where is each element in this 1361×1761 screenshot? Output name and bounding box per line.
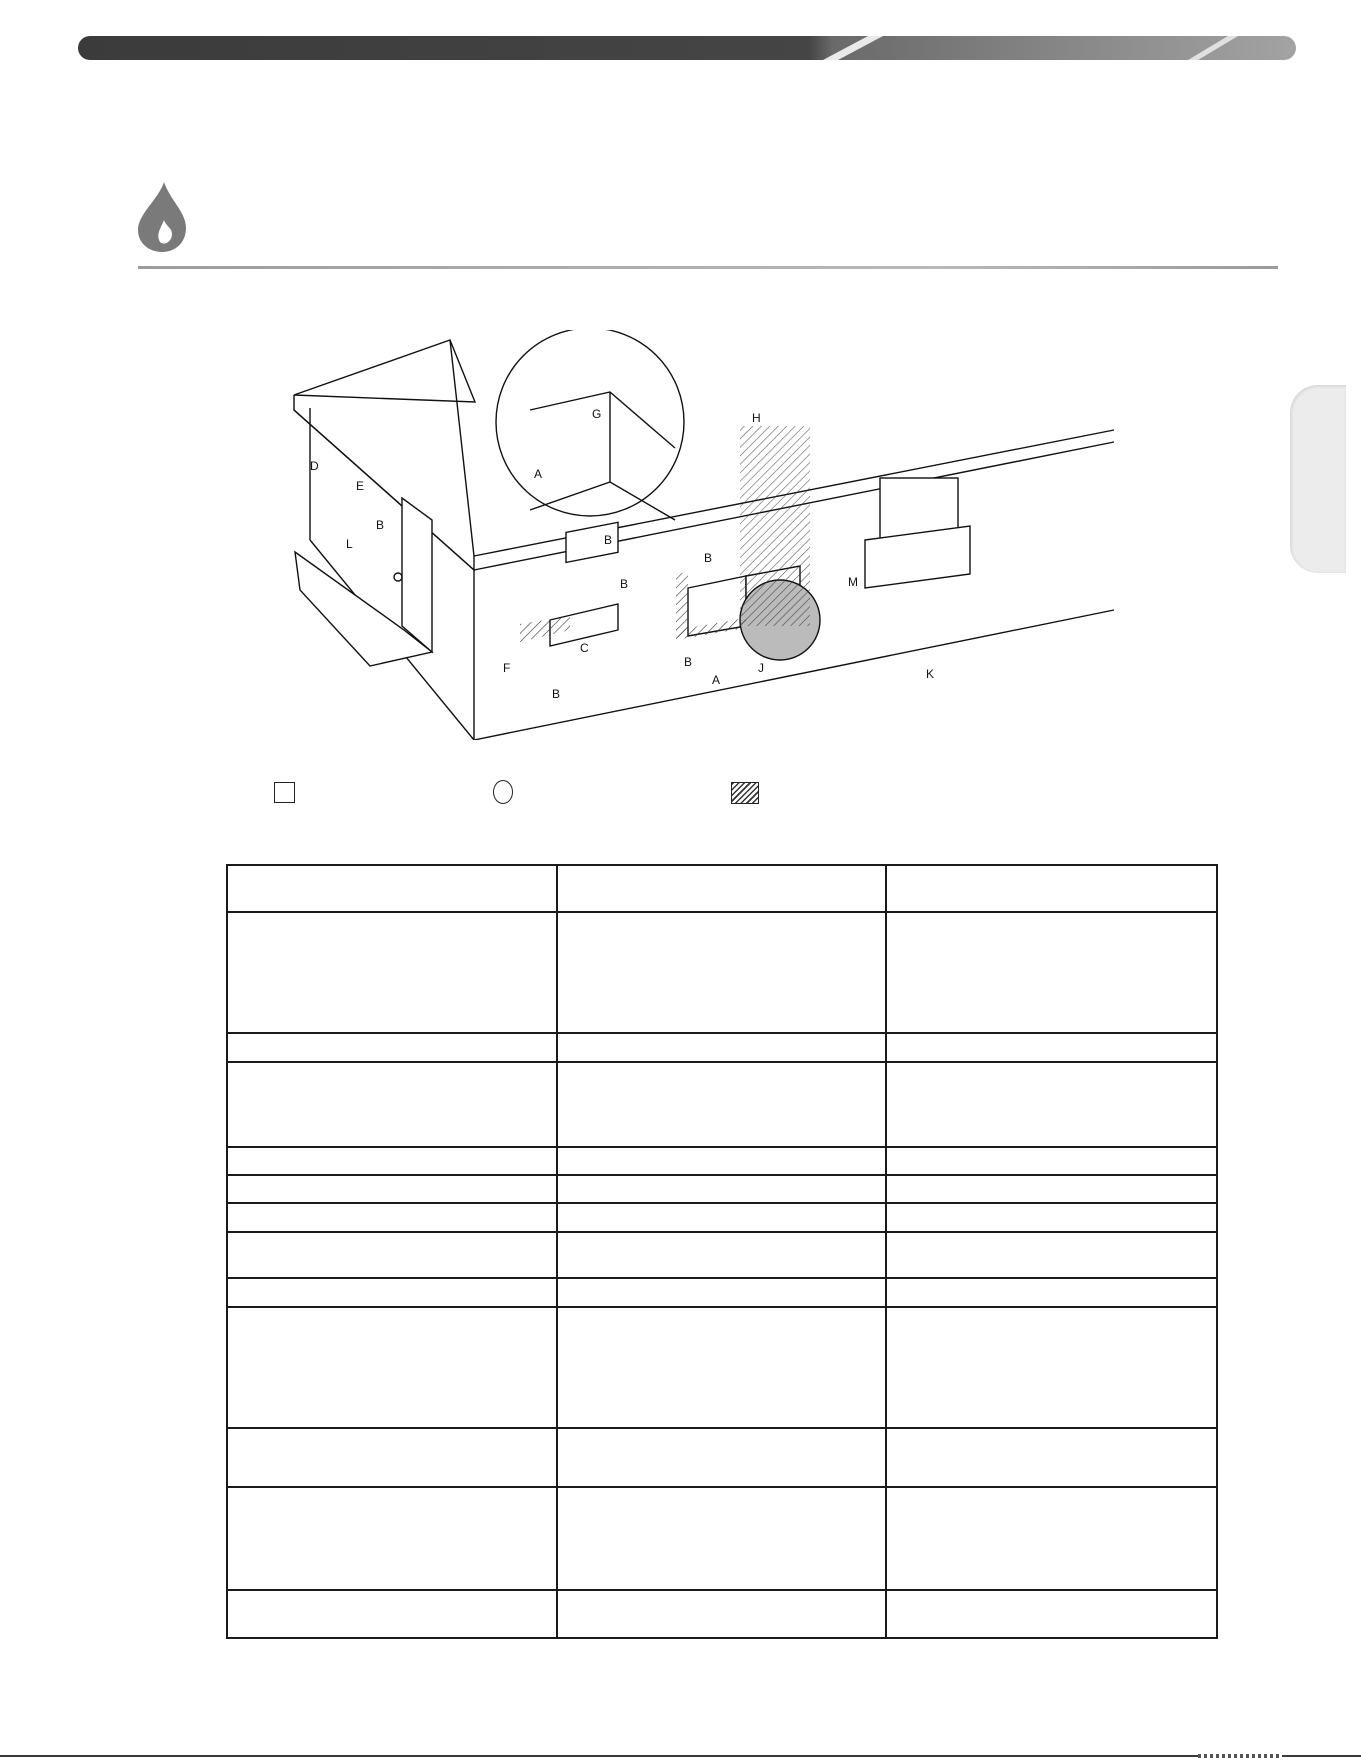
footer-rule bbox=[0, 1755, 1361, 1757]
footer-mark bbox=[1198, 1754, 1282, 1758]
svg-text:A: A bbox=[712, 673, 721, 687]
table-row bbox=[227, 1487, 1217, 1590]
air-supply-legend-icon bbox=[493, 780, 513, 804]
table-header-row bbox=[227, 865, 1217, 912]
svg-text:E: E bbox=[356, 479, 365, 493]
table-row bbox=[227, 1590, 1217, 1638]
svg-text:H: H bbox=[752, 411, 761, 425]
svg-text:K: K bbox=[926, 667, 935, 681]
vent-clearance-diagram bbox=[280, 330, 1120, 740]
restricted-area-legend-icon bbox=[731, 782, 759, 804]
table-row bbox=[227, 1062, 1217, 1147]
vent-terminal-legend-icon bbox=[274, 782, 295, 803]
svg-text:C: C bbox=[580, 641, 589, 655]
svg-text:B: B bbox=[552, 687, 561, 701]
table-row bbox=[227, 1307, 1217, 1429]
svg-text:A: A bbox=[534, 467, 543, 481]
svg-text:B: B bbox=[704, 551, 713, 565]
svg-text:L: L bbox=[346, 537, 353, 551]
svg-text:G: G bbox=[592, 407, 602, 421]
table-row bbox=[227, 1175, 1217, 1203]
svg-text:B: B bbox=[376, 518, 385, 532]
svg-text:F: F bbox=[503, 661, 511, 675]
svg-text:B: B bbox=[684, 655, 693, 669]
section-tab bbox=[1290, 385, 1346, 573]
svg-text:B: B bbox=[604, 533, 613, 547]
table-row bbox=[227, 1033, 1217, 1061]
header-bar bbox=[78, 36, 1296, 60]
vent-clearance-table bbox=[226, 864, 1218, 1639]
flame-drop-icon bbox=[134, 180, 190, 254]
table-row bbox=[227, 1232, 1217, 1279]
table-row bbox=[227, 912, 1217, 1034]
table-row bbox=[227, 1278, 1217, 1306]
svg-text:J: J bbox=[758, 661, 764, 675]
svg-text:B: B bbox=[620, 577, 629, 591]
svg-text:M: M bbox=[848, 575, 858, 589]
section-divider bbox=[138, 266, 1278, 269]
svg-text:D: D bbox=[310, 459, 319, 473]
table-row bbox=[227, 1428, 1217, 1487]
table-row bbox=[227, 1203, 1217, 1231]
table-row bbox=[227, 1147, 1217, 1175]
